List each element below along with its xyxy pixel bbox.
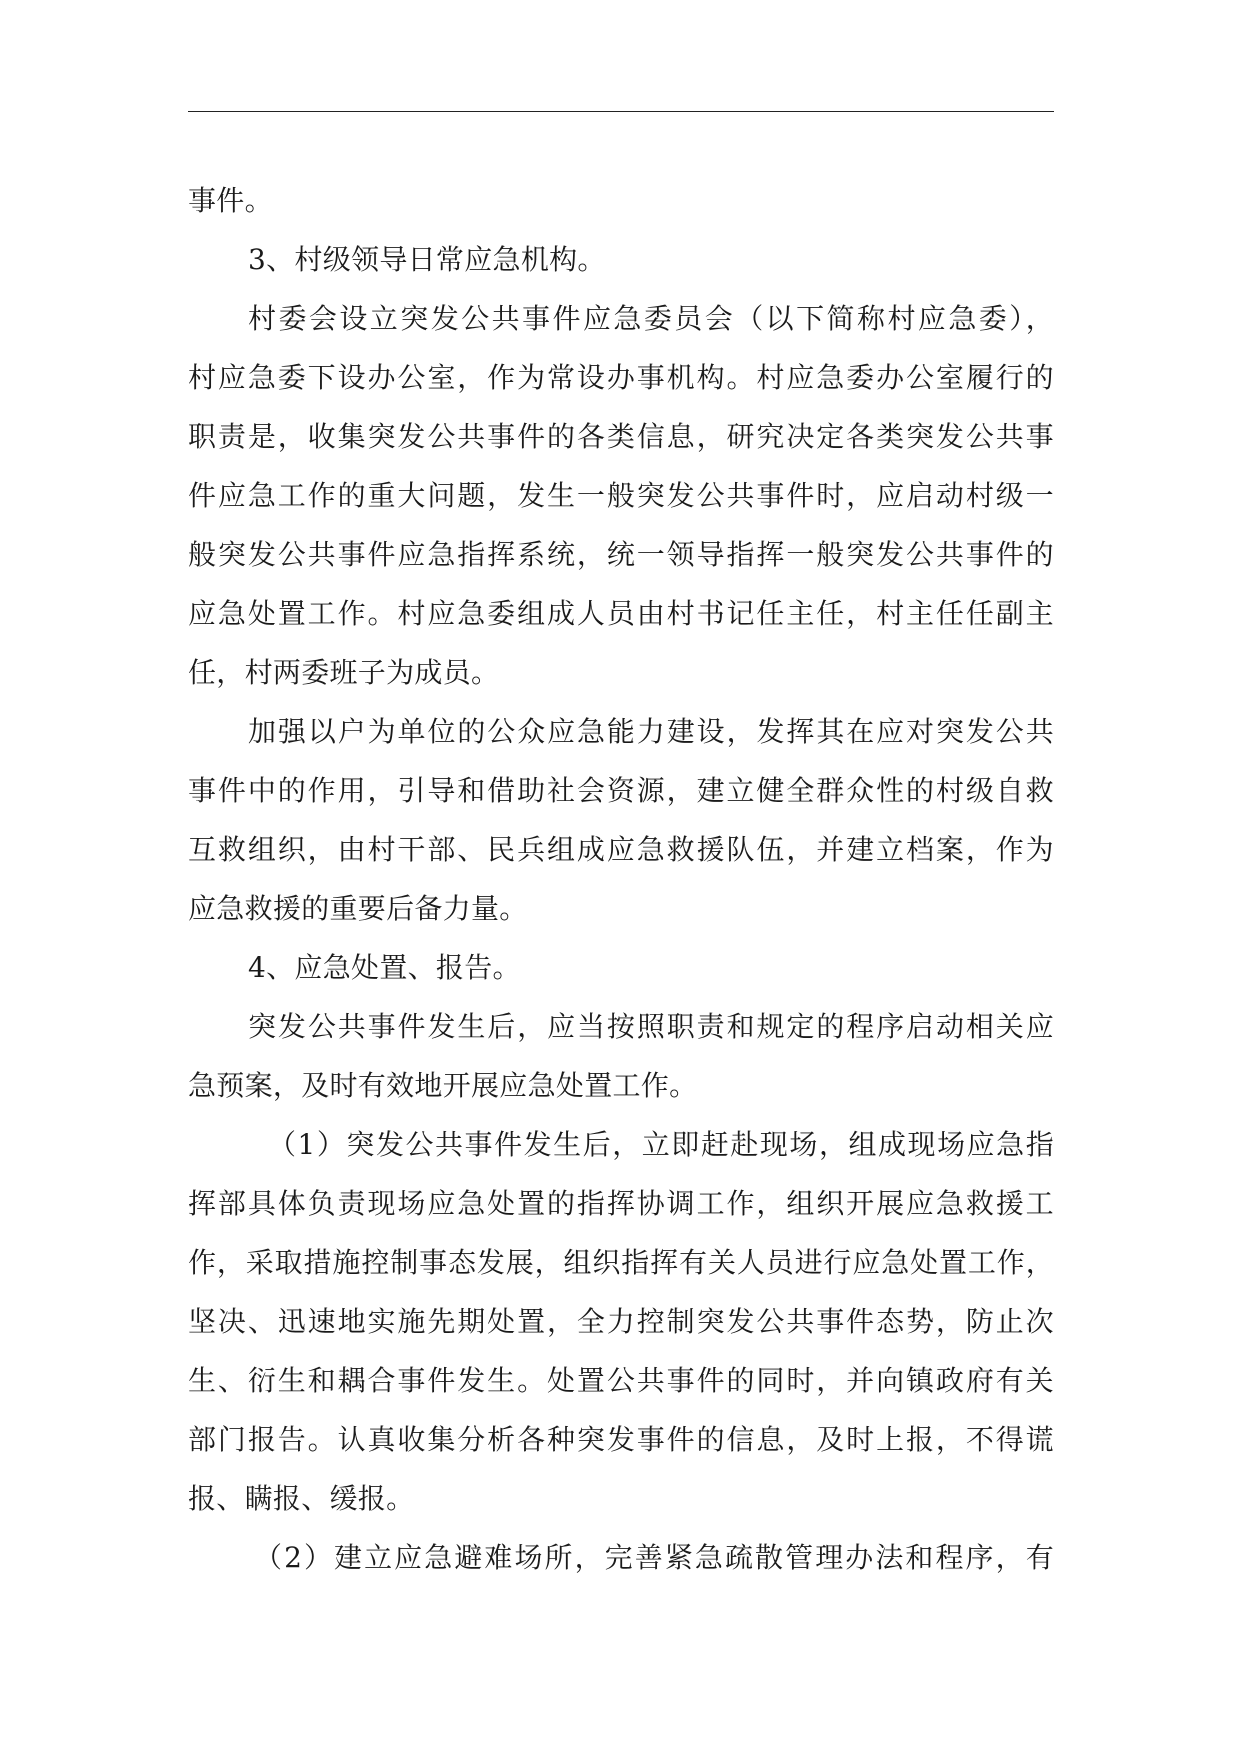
text-line: 互救组织，由村干部、民兵组成应急救援队伍，并建立档案，作为	[188, 833, 1054, 866]
text-line: 加强以户为单位的公众应急能力建设，发挥其在应对突发公共	[248, 715, 1054, 748]
text-line: 职责是，收集突发公共事件的各类信息，研究决定各类突发公共事	[188, 420, 1054, 453]
text-line: （2）建立应急避难场所，完善紧急疏散管理办法和程序，有	[254, 1541, 1054, 1574]
text-line: 应急处置工作。村应急委组成人员由村书记任主任，村主任任副主	[188, 597, 1054, 630]
text-line: 村应急委下设办公室，作为常设办事机构。村应急委办公室履行的	[188, 361, 1054, 394]
document-body	[188, 171, 1054, 1587]
text-line: 般突发公共事件应急指挥系统，统一领导指挥一般突发公共事件的	[188, 538, 1054, 571]
text-line: （1）突发公共事件发生后，立即赶赴现场，组成现场应急指	[268, 1128, 1054, 1161]
text-line: 部门报告。认真收集分析各种突发事件的信息，及时上报，不得谎	[188, 1423, 1054, 1456]
text-line: 村委会设立突发公共事件应急委员会（以下简称村应急委），	[248, 302, 1054, 335]
text-line: 坚决、迅速地实施先期处置，全力控制突发公共事件态势，防止次	[188, 1305, 1054, 1338]
header-rule	[188, 111, 1054, 112]
text-line: 事件中的作用，引导和借助社会资源，建立健全群众性的村级自救	[188, 774, 1054, 807]
text-line: 作，采取措施控制事态发展，组织指挥有关人员进行应急处置工作，	[188, 1246, 1054, 1279]
text-line: 件应急工作的重大问题，发生一般突发公共事件时，应启动村级一	[188, 479, 1054, 512]
text-line: 应急救援的重要后备力量。	[188, 892, 528, 925]
text-line: 生、衍生和耦合事件发生。处置公共事件的同时，并向镇政府有关	[188, 1364, 1054, 1397]
text-line: 报、瞒报、缓报。	[188, 1482, 415, 1515]
text-line: 任，村两委班子为成员。	[188, 656, 500, 689]
text-line: 事件。	[188, 184, 273, 217]
section-heading-3: 3、村级领导日常应急机构。	[248, 243, 606, 276]
section-heading-4: 4、应急处置、报告。	[248, 951, 521, 984]
text-line: 突发公共事件发生后，应当按照职责和规定的程序启动相关应	[248, 1010, 1054, 1043]
text-line: 挥部具体负责现场应急处置的指挥协调工作，组织开展应急救援工	[188, 1187, 1054, 1220]
text-line: 急预案，及时有效地开展应急处置工作。	[188, 1069, 698, 1102]
